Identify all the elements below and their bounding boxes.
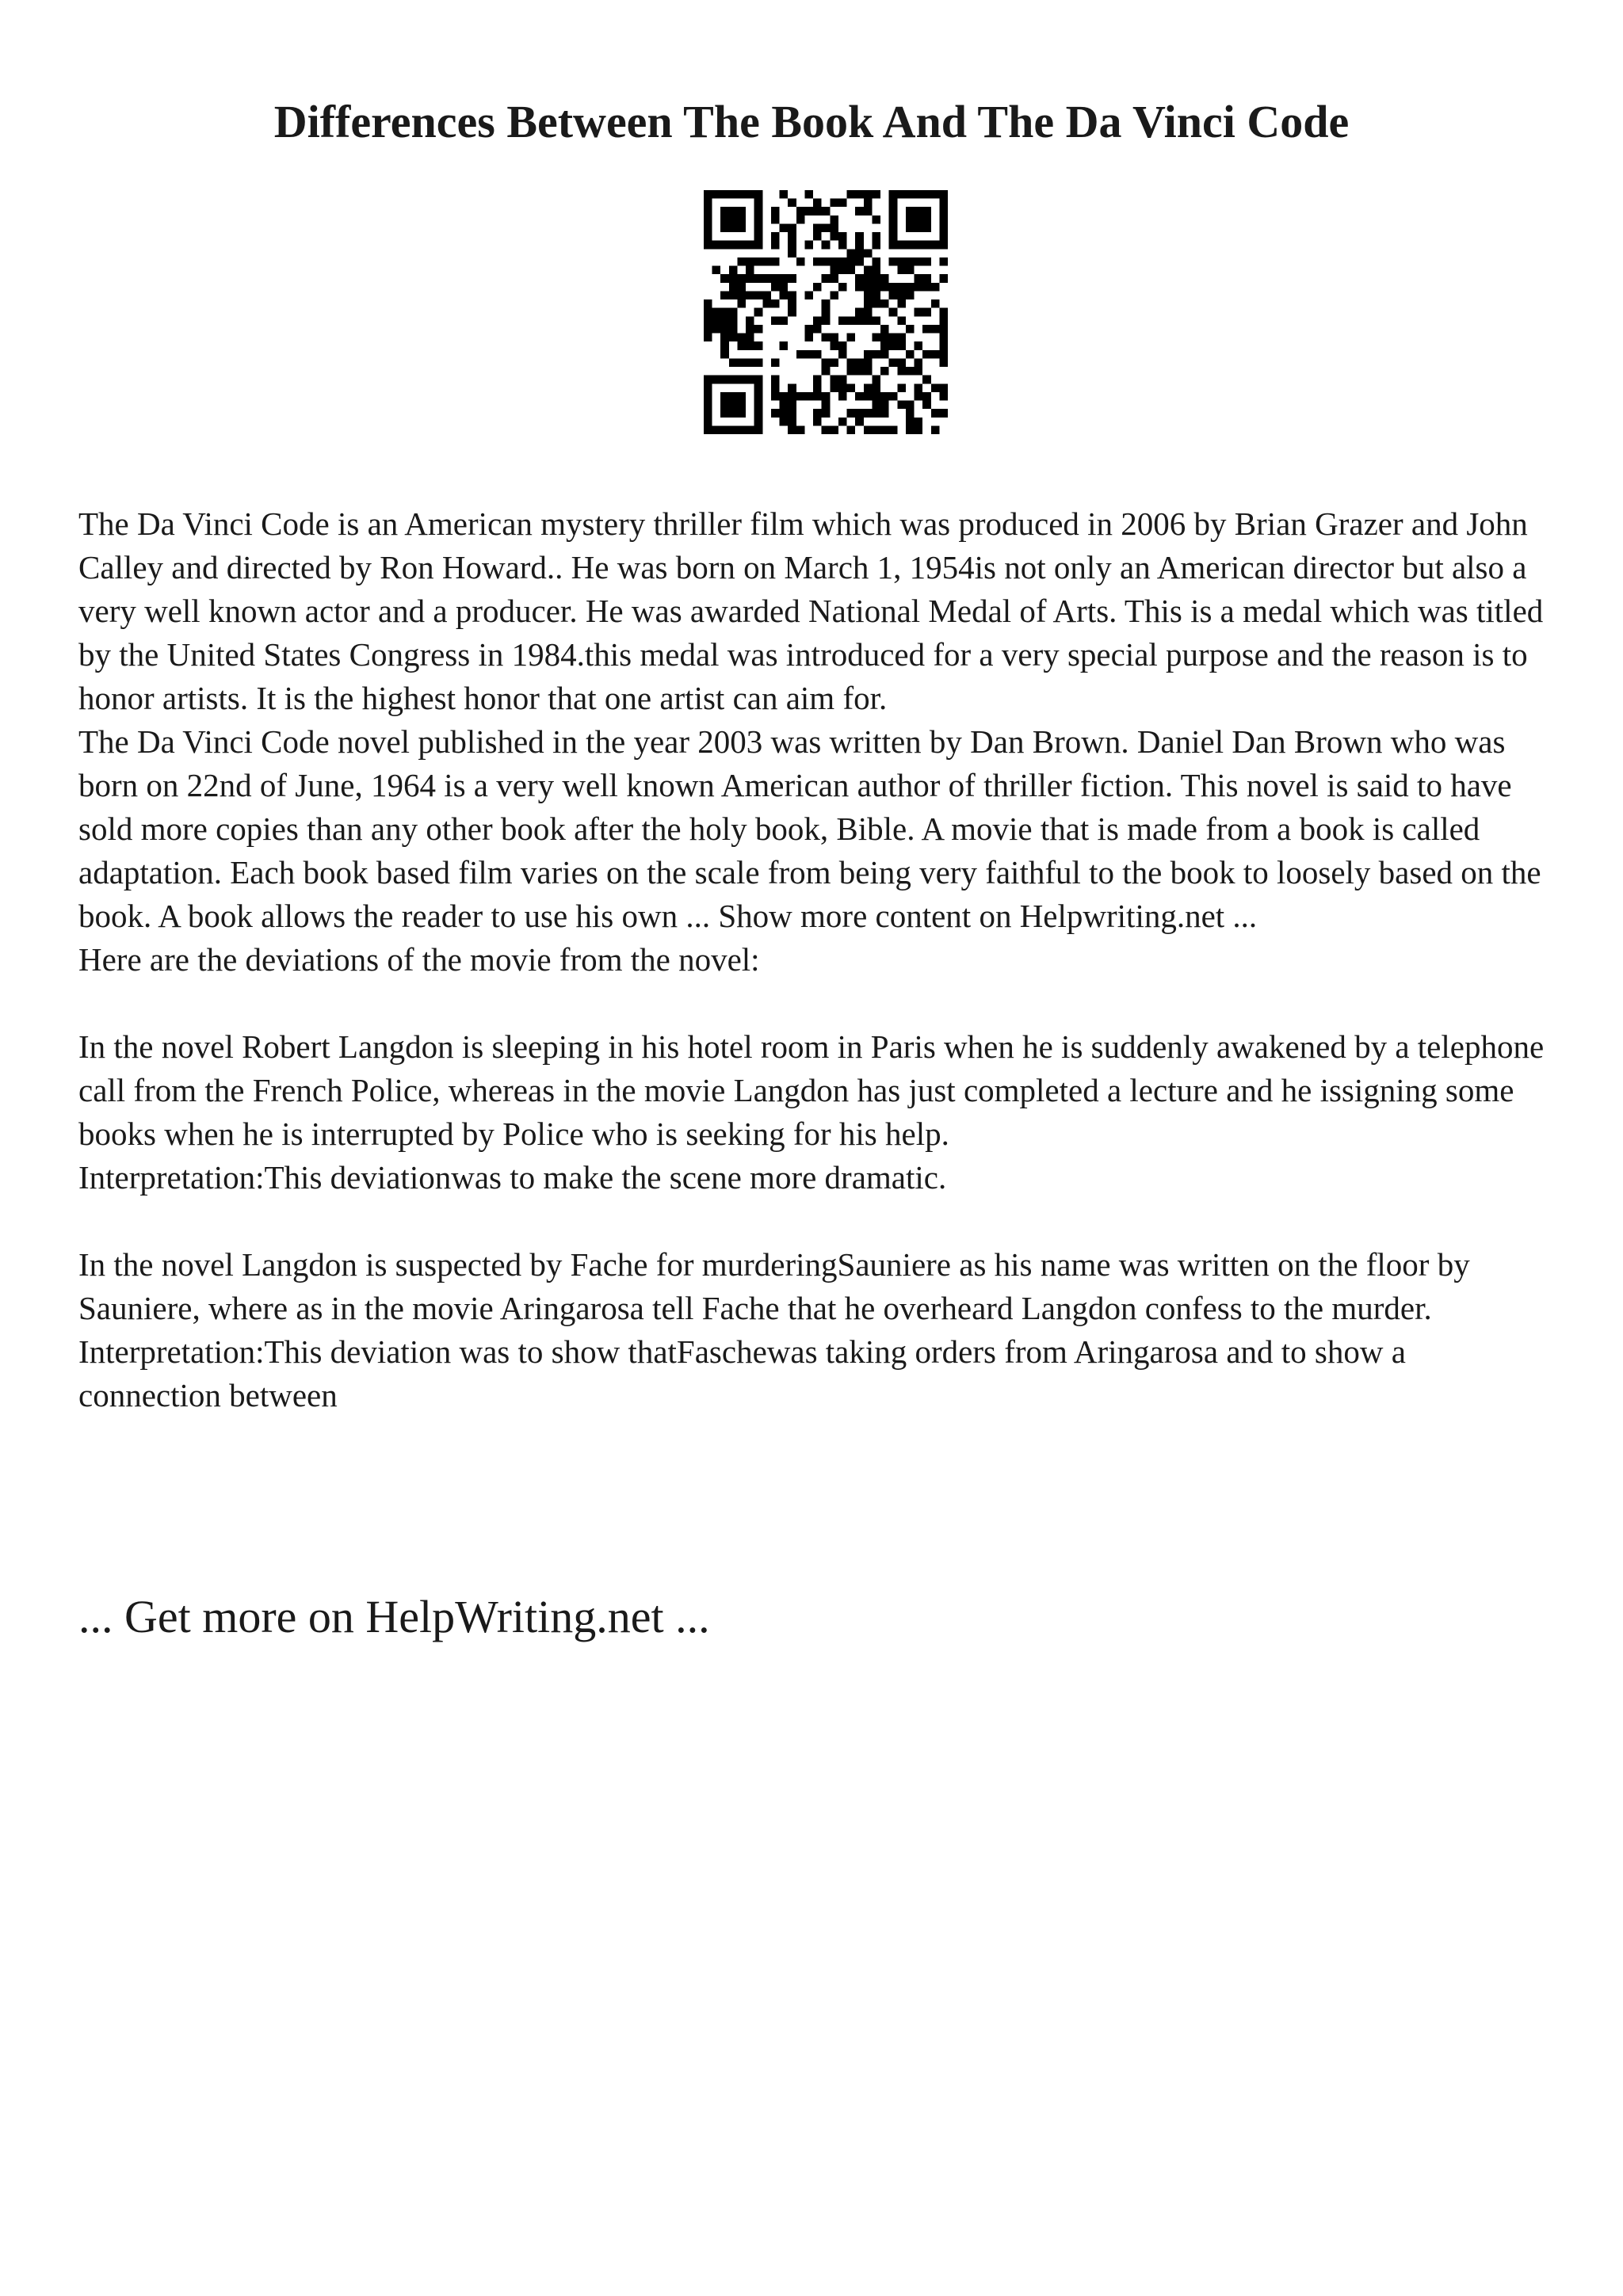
- paragraph-deviation-1: In the novel Robert Langdon is sleeping in his hotel room in Paris when he is suddenly awakened by a telephone call from the French Police, whereas in the movie Langdon has just completed a lecture and he issigning some books when he is interrupted by Police who is seeking for his help.: [78, 1028, 1552, 1152]
- paragraph-deviation-2: In the novel Langdon is suspected by Fache for murderingSauniere as his name was written on the floor by Sauniere, where as in the movie Aringarosa tell Fache that he overheard Langdon confess to the murder.: [78, 1246, 1478, 1326]
- paragraph-interpretation-2: Interpretation:This deviation was to show thatFaschewas taking orders from Aringarosa and to show a connection between: [78, 1333, 1415, 1413]
- document-body: [78, 502, 1552, 1417]
- paragraph-spacer: [78, 982, 1552, 1025]
- paragraph-film-intro: The Da Vinci Code is an American mystery thriller film which was produced in 2006 by Brian Grazer and John Calley and directed by Ron Howard.. He was born on March 1, 1954is not only an American director but also a very well known actor and a producer. He was awarded National Medal of Arts. This is a medal which was titled by the United States Congress in 1984.this medal was introduced for a very special purpose and the reason is to honor artists. It is the highest honor that one artist can aim for.: [78, 505, 1552, 716]
- paragraph-novel-intro: The Da Vinci Code novel published in the year 2003 was written by Dan Brown. Daniel Dan Brown who was born on 22nd of June, 1964 is a very well known American author of thriller fiction. This novel is said to have sold more copies than any other book after the holy book, Bible. A movie that is made from a book is called adaptation. Each book based film varies on the scale from being very faithful to the book to loosely based on the book. A book allows the reader to use his own ... Show more content on Helpwriting.net ...: [78, 723, 1549, 934]
- paragraph-spacer: [78, 1199, 1552, 1243]
- qr-code-icon: [704, 190, 948, 434]
- document-title: Differences Between The Book And The Da Vinci Code: [273, 96, 1350, 147]
- paragraph-deviations-heading: Here are the deviations of the movie from the novel:: [78, 941, 760, 978]
- paragraph-interpretation-1: Interpretation:This deviationwas to make the scene more dramatic.: [78, 1159, 947, 1196]
- get-more-link[interactable]: ... Get more on HelpWriting.net ...: [78, 1591, 710, 1642]
